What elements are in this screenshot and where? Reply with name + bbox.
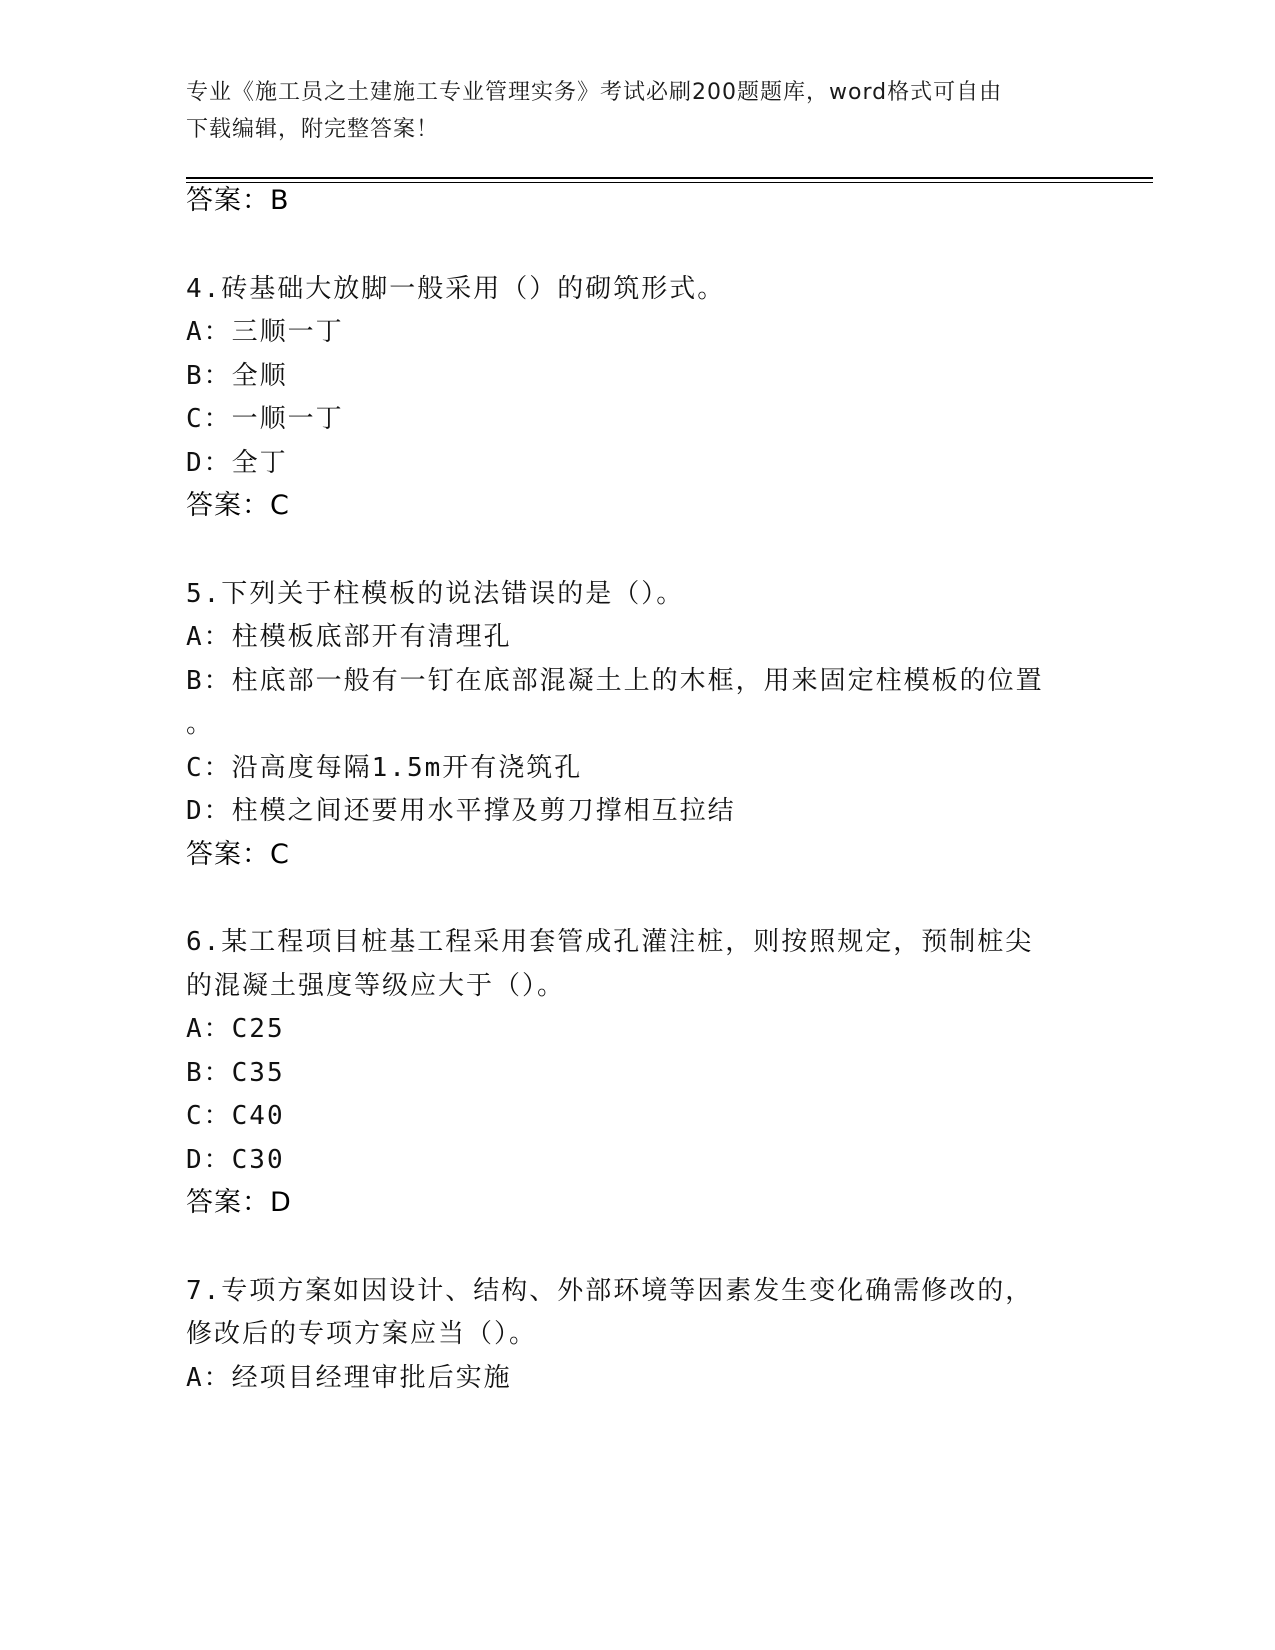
header-line-2: 下载编辑，附完整答案！ [186,117,440,142]
question-7-stem: 7.专项方案如因设计、结构、外部环境等因素发生变化确需修改的， [186,1276,1034,1306]
question-5-option-c: C：沿高度每隔1.5m开有浇筑孔 [186,753,583,783]
question-4-option-c: C：一顺一丁 [186,404,344,434]
question-6-option-b: B：C35 [186,1058,285,1088]
header-divider-thin [186,182,1153,183]
question-7-option-a: A：经项目经理审批后实施 [186,1363,512,1393]
question-6-option-c: C：C40 [186,1101,285,1131]
question-5-option-d: D：柱模之间还要用水平撑及剪刀撑相互拉结 [186,796,736,826]
question-5-stem: 5.下列关于柱模板的说法错误的是（）。 [186,579,685,609]
question-4-option-b: B：全顺 [186,361,288,391]
question-4-option-a: A：三顺一丁 [186,317,344,347]
question-4-stem: 4.砖基础大放脚一般采用（）的砌筑形式。 [186,274,726,304]
question-6-answer: 答案：D [186,1187,292,1218]
question-7-stem-cont: 修改后的专项方案应当（）。 [186,1319,538,1349]
question-6-option-d: D：C30 [186,1145,285,1175]
question-5-option-a: A：柱模板底部开有清理孔 [186,622,512,652]
header-line-1: 专业《施工员之土建施工专业管理实务》考试必刷200题题库，word格式可自由 [186,80,1003,105]
question-4-option-d: D：全丁 [186,448,288,478]
question-6-stem: 6.某工程项目桩基工程采用套管成孔灌注桩，则按照规定，预制桩尖 [186,927,1034,957]
question-6-option-a: A：C25 [186,1014,285,1044]
answer-q3: 答案：B [186,185,290,216]
question-6-stem-cont: 的混凝土强度等级应大于（）。 [186,971,566,1001]
header-divider-thick [186,177,1153,179]
question-4-answer: 答案：C [186,490,290,521]
question-5-option-b: B：柱底部一般有一钉在底部混凝土上的木框，用来固定柱模板的位置 [186,666,1044,696]
question-5-option-b-cont: 。 [186,709,215,739]
document-header [186,74,1066,148]
question-5-answer: 答案：C [186,839,290,870]
